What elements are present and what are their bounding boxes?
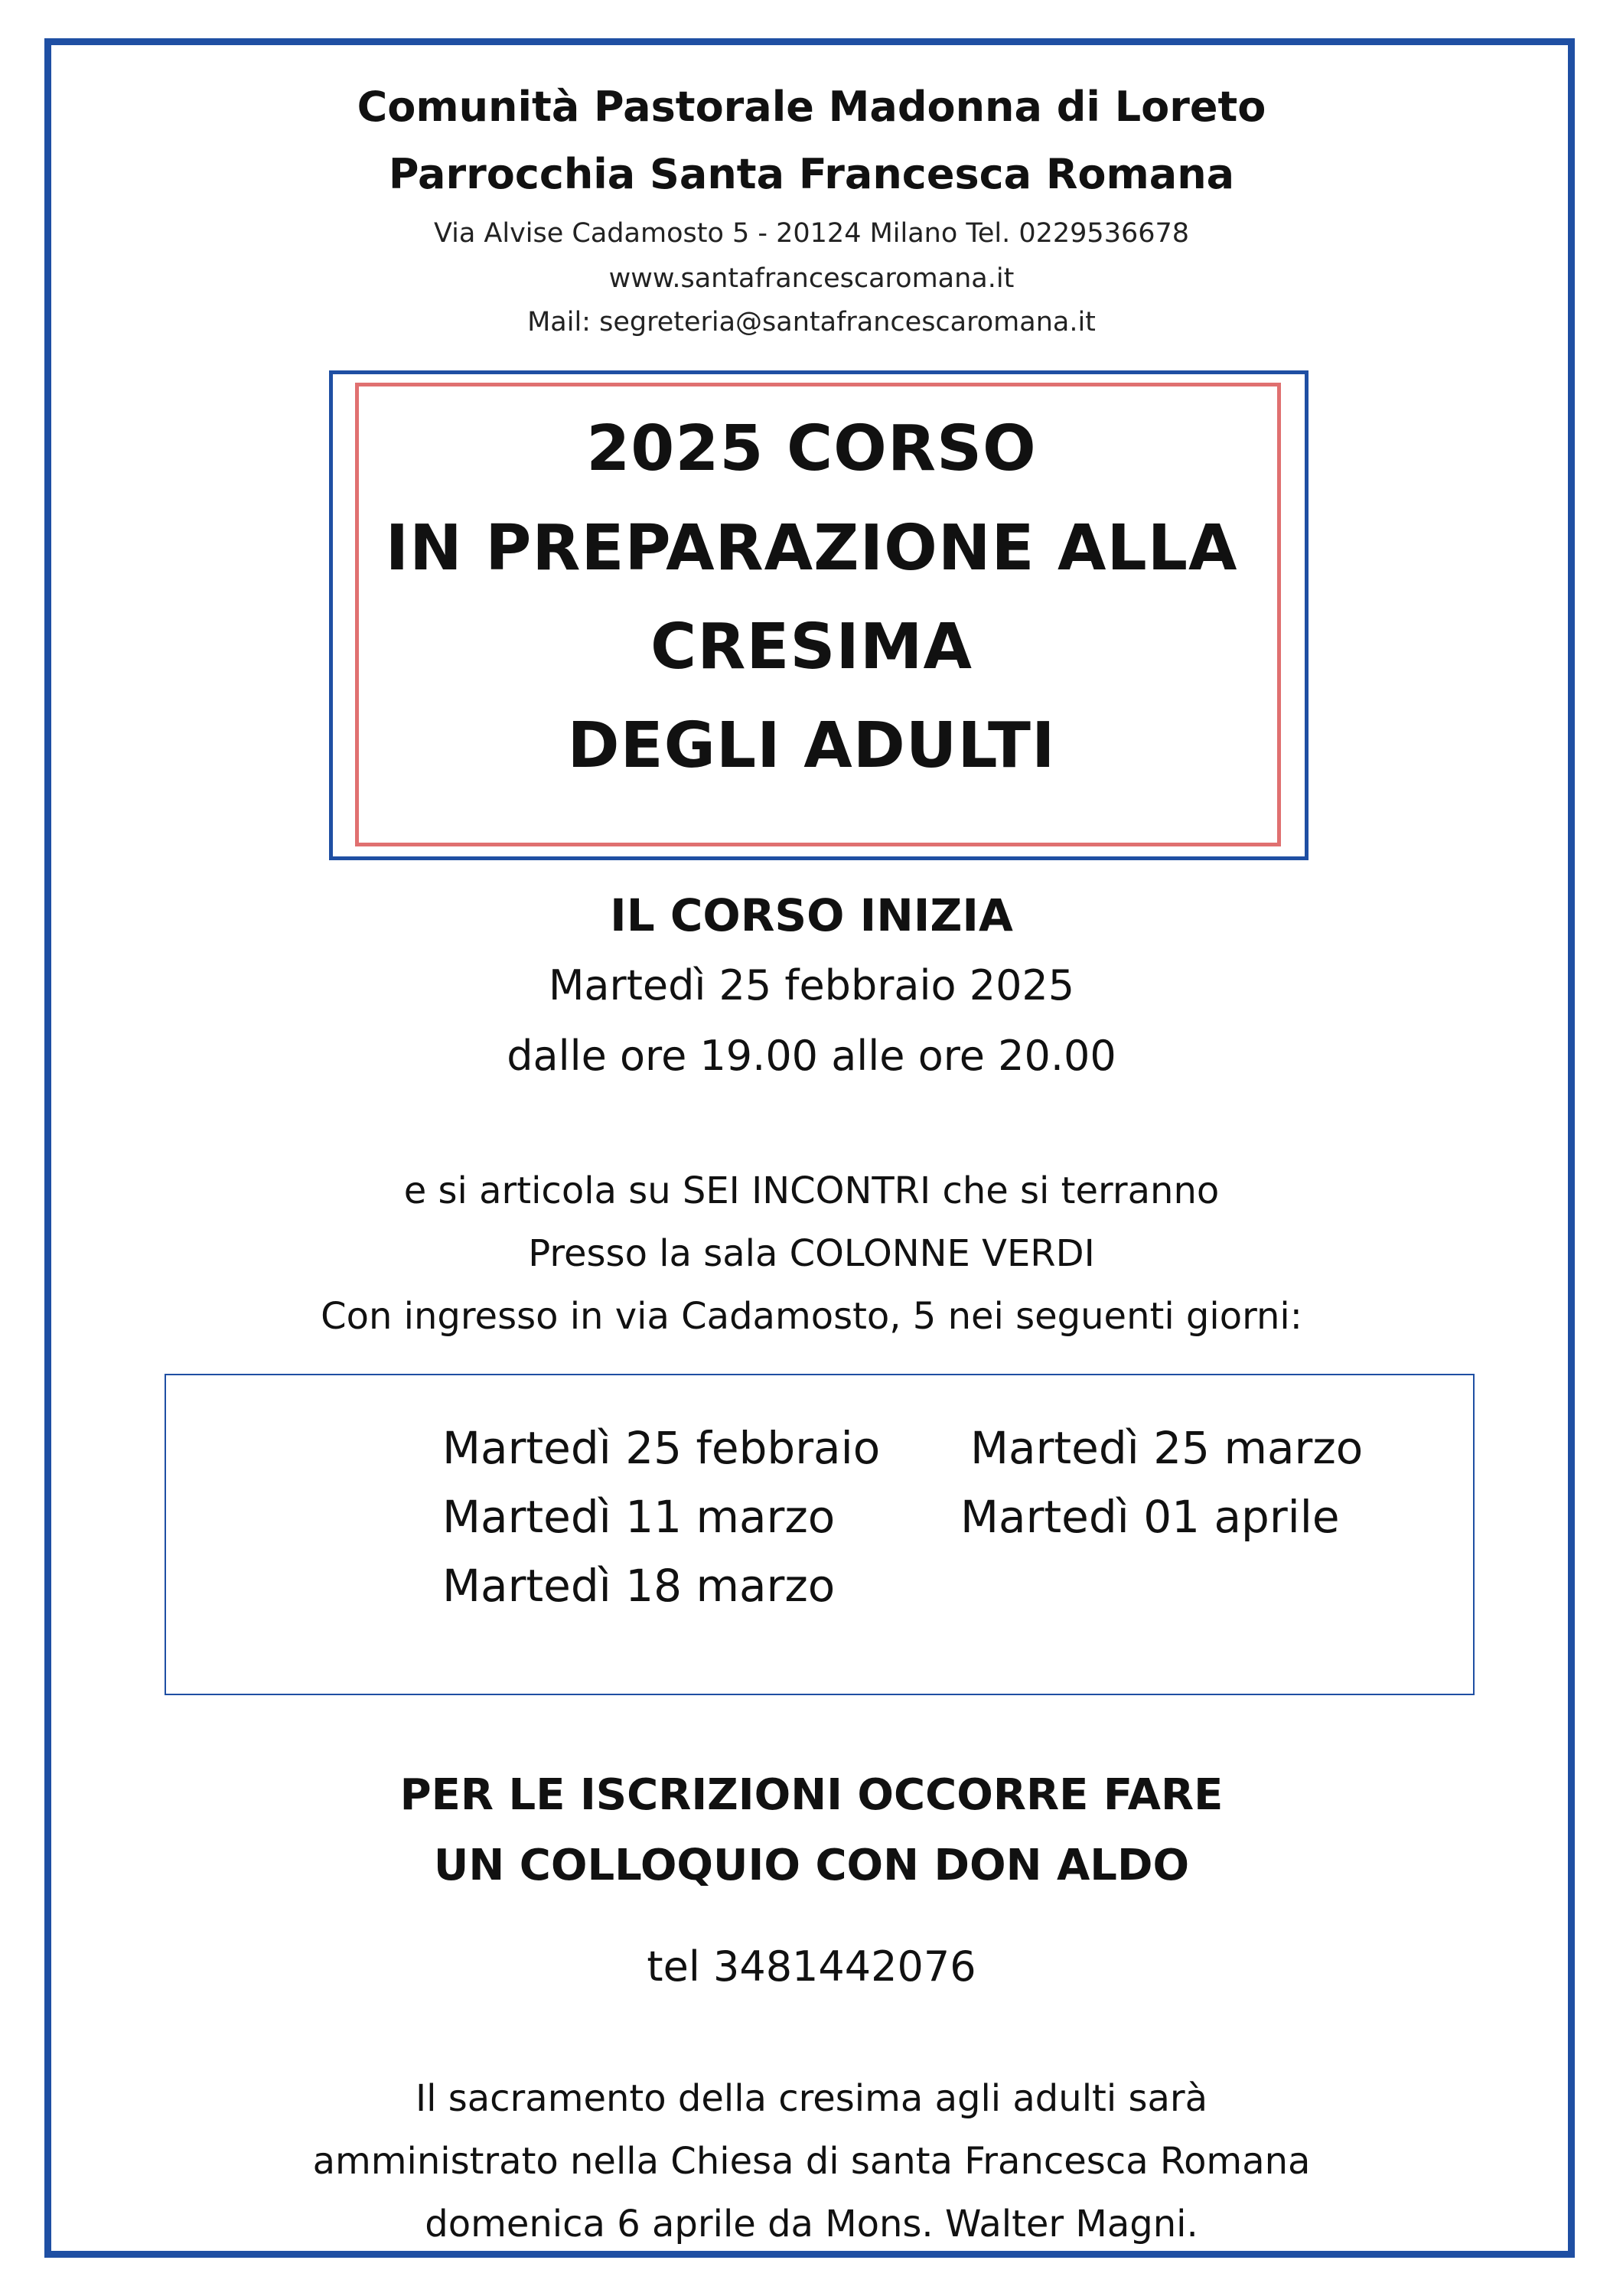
registration-phone: tel 3481442076 (647, 1942, 976, 1991)
parish-website: www.santafrancescaromana.it (608, 263, 1015, 294)
closing-line2: amministrato nella Chiesa di santa Francesca Romana (312, 2140, 1311, 2183)
date-item-2: Martedì 11 marzo (442, 1491, 836, 1543)
course-title-line2: IN PREPARAZIONE ALLA (385, 512, 1238, 585)
course-title-line1: 2025 CORSO (586, 413, 1037, 485)
details-line2: Presso la sala COLONNE VERDI (528, 1232, 1095, 1275)
community-name: Comunità Pastorale Madonna di Loreto (357, 83, 1266, 131)
course-title-line4: DEGLI ADULTI (567, 709, 1056, 782)
date-item-4: Martedì 25 marzo (970, 1422, 1364, 1474)
course-start-time: dalle ore 19.00 alle ore 20.00 (507, 1032, 1116, 1080)
date-item-1: Martedì 25 febbraio (442, 1422, 881, 1474)
parish-email: Mail: segreteria@santafrancescaromana.it (527, 307, 1096, 338)
course-start-date: Martedì 25 febbraio 2025 (548, 961, 1075, 1009)
details-line1: e si articola su SEI INCONTRI che si terranno (403, 1169, 1220, 1212)
closing-line1: Il sacramento della cresima agli adulti sarà (415, 2077, 1208, 2120)
registration-line2: UN COLLOQUIO CON DON ALDO (433, 1841, 1190, 1890)
date-item-5: Martedì 01 aprile (960, 1491, 1340, 1543)
closing-line3: domenica 6 aprile da Mons. Walter Magni. (425, 2203, 1198, 2245)
parish-name: Parrocchia Santa Francesca Romana (388, 150, 1235, 198)
parish-address: Via Alvise Cadamosto 5 - 20124 Milano Tel. 0229536678 (433, 218, 1190, 249)
course-title-line3: CRESIMA (650, 611, 973, 683)
details-line3: Con ingresso in via Cadamosto, 5 nei seguenti giorni: (321, 1295, 1302, 1338)
course-start-heading: IL CORSO INIZIA (610, 889, 1013, 941)
registration-line1: PER LE ISCRIZIONI OCCORRE FARE (399, 1770, 1224, 1820)
date-item-3: Martedì 18 marzo (442, 1560, 836, 1612)
